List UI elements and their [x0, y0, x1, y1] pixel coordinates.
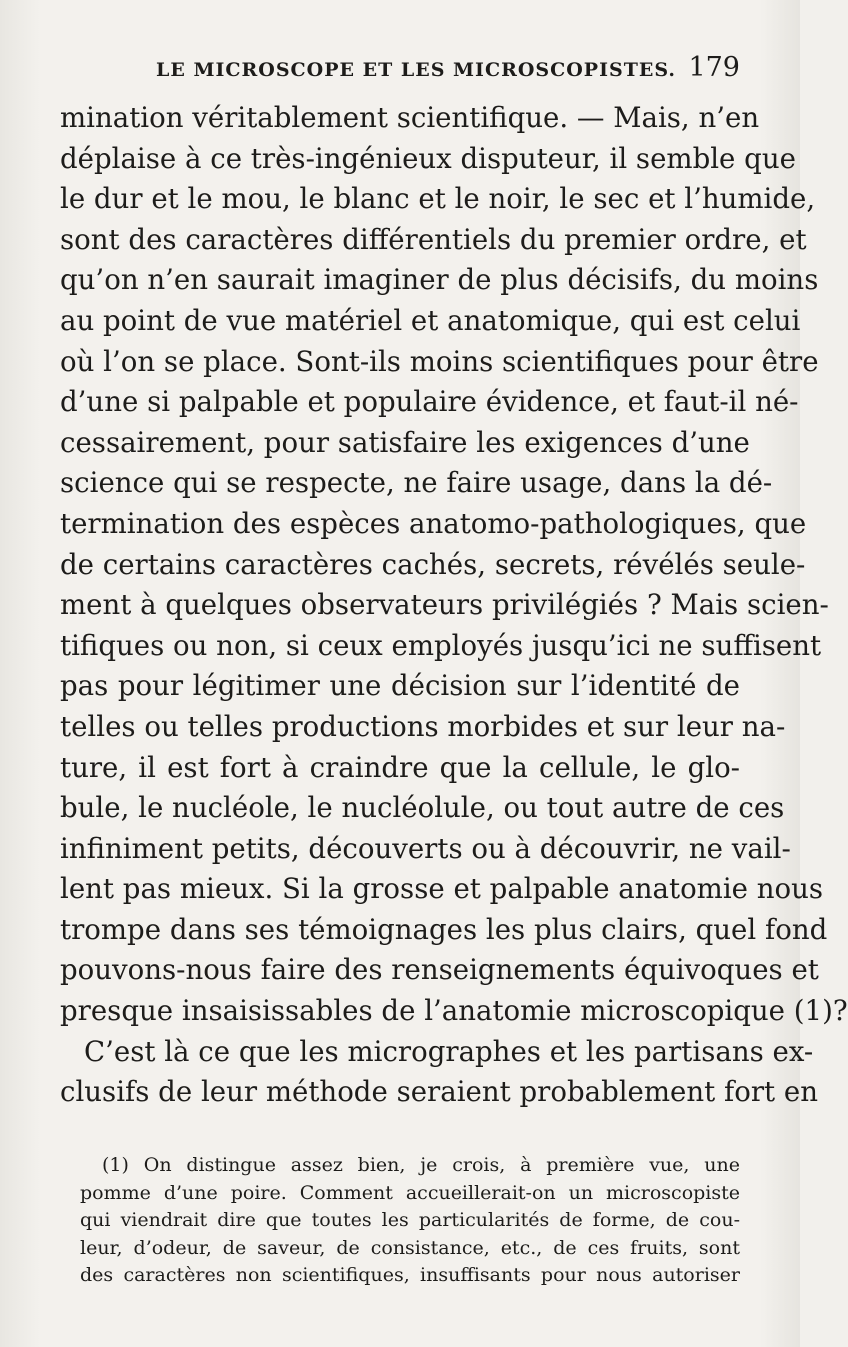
text-line: presque insaisissables de l’anatomie microscopique (1)?	[60, 994, 848, 1028]
text-line: lent pas mieux. Si la grosse et palpable anatomie nous	[60, 872, 824, 906]
text-line: ture, il est fort à craindre que la cellule, le glo-	[60, 750, 740, 784]
text-line: ment à quelques observateurs privilégiés ? Mais scien-	[60, 588, 829, 622]
footnote-separator	[60, 1108, 740, 1138]
text-line: trompe dans ses témoignages les plus clairs, quel fond	[60, 912, 828, 946]
text-line: où l’on se place. Sont-ils moins scientifiques pour être	[60, 344, 819, 378]
text-line: déplaise à ce très-ingénieux disputeur, il semble que	[60, 141, 796, 175]
text-line: telles ou telles productions morbides et sur leur na-	[60, 709, 786, 743]
running-title: LE MICROSCOPE ET LES MICROSCOPISTES.	[156, 59, 676, 81]
text-line: clusifs de leur méthode seraient probablement fort en	[60, 1075, 818, 1109]
text-line: tifiques ou non, si ceux employés jusqu’ici ne suffisent	[60, 628, 822, 662]
text-line: au point de vue matériel et anatomique, qui est celui	[60, 303, 801, 337]
text-line: termination des espèces anatomo-pathologiques, que	[60, 506, 807, 540]
text-line: d’une si palpable et populaire évidence, et faut-il né-	[60, 385, 799, 419]
footnote-line: pomme d’une poire. Comment accueillerait-on un microscopiste	[80, 1181, 740, 1204]
text-line: C’est là ce que les micrographes et les partisans ex-	[84, 1034, 814, 1068]
text-line: bule, le nucléole, le nucléolule, ou tout autre de ces	[60, 791, 785, 825]
footnote-line: qui viendrait dire que toutes les particularités de forme, de cou-	[80, 1209, 740, 1231]
text-line: infiniment petits, découverts ou à découvrir, ne vail-	[60, 831, 791, 865]
main-text	[60, 98, 848, 1113]
text-line: de certains caractères cachés, secrets, révélés seule-	[60, 547, 806, 581]
text-line: sont des caractères différentiels du premier ordre, et	[60, 222, 807, 256]
text-line: le dur et le mou, le blanc et le noir, le sec et l’humide,	[60, 182, 816, 216]
text-line: mination véritablement scientifique. — Mais, n’en	[60, 101, 760, 134]
text-line: science qui se respecte, ne faire usage, dans la dé-	[60, 466, 773, 500]
footnote-line: leur, d’odeur, de saveur, de consistance, etc., de ces fruits, sont	[80, 1236, 740, 1259]
footnote-line: des caractères non scientifiques, insuffisants pour nous autoriser	[80, 1264, 740, 1286]
footnote-line: (1) On distingue assez bien, je crois, à première vue, une	[102, 1154, 740, 1176]
page-number: 179	[688, 52, 740, 83]
text-line: pas pour légitimer une décision sur l’identité de	[60, 669, 740, 703]
text-line: pouvons-nous faire des renseignements équivoques et	[60, 953, 819, 987]
footnote	[80, 1152, 740, 1290]
text-line: qu’on n’en saurait imaginer de plus décisifs, du moins	[60, 263, 819, 297]
text-line: cessairement, pour satisfaire les exigences d’une	[60, 425, 750, 459]
page-header	[60, 52, 740, 92]
